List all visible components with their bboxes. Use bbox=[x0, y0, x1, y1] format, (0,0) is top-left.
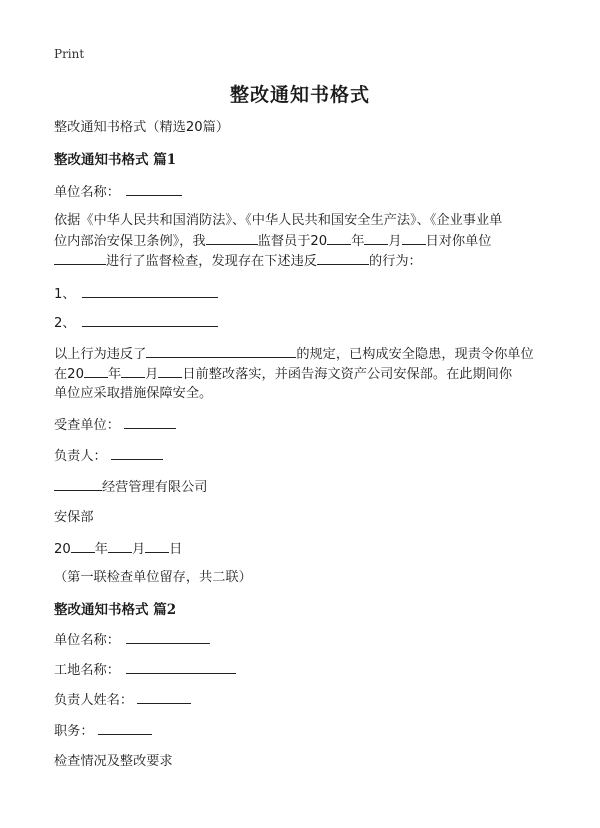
paragraph1-line3: 进行了监督检查，发现存在下述违反 的行为： bbox=[54, 251, 422, 272]
document-subtitle: 整改通知书格式（精选20篇） bbox=[54, 120, 230, 135]
unit-name-row-1 bbox=[54, 182, 182, 203]
inspector-blank bbox=[206, 231, 258, 245]
site-name-row: 工地名称： bbox=[54, 660, 236, 681]
person-in-charge-blank bbox=[111, 446, 163, 460]
unit-name-row-2: 单位名称： bbox=[54, 630, 210, 651]
paragraph2-line2: 在20 年 月 日前整改落实，并函告海文资产公司安保部。在此期间你 bbox=[54, 364, 512, 385]
deadline-day-blank bbox=[158, 364, 182, 378]
inspection-label: 检查情况及整改要求 bbox=[54, 754, 173, 769]
section1-heading: 整改通知书格式 篇1 bbox=[54, 152, 177, 168]
paragraph2-line3: 单位应采取措施保障安全。 bbox=[54, 386, 213, 401]
person-in-charge-row: 负责人： bbox=[54, 446, 163, 467]
paragraph1-line1: 依据《中华人民共和国消防法》、《中华人民共和国安全生产法》、《企业事业单 bbox=[54, 213, 503, 228]
day-blank bbox=[402, 231, 426, 245]
paragraph2-line1: 以上行为违反了 的规定，已构成安全隐患，现责令你单位 bbox=[54, 344, 534, 365]
violation-blank bbox=[317, 251, 369, 265]
item2-blank bbox=[82, 313, 218, 327]
sign-month-blank bbox=[108, 539, 132, 553]
department-row: 安保部 bbox=[54, 510, 94, 525]
sign-year-blank bbox=[71, 539, 95, 553]
unit-name-blank-2 bbox=[126, 630, 210, 644]
sign-day-blank bbox=[145, 539, 169, 553]
unit-blank bbox=[54, 251, 106, 265]
company-blank bbox=[54, 477, 102, 491]
inspected-unit-row: 受查单位： bbox=[54, 415, 176, 436]
person-name-row: 负责人姓名： bbox=[54, 690, 191, 711]
position-blank bbox=[98, 721, 152, 735]
company-row: 经营管理有限公司 bbox=[54, 477, 208, 498]
inspected-unit-blank bbox=[124, 415, 176, 429]
unit-name-label: 单位名称： bbox=[54, 185, 120, 200]
person-name-blank bbox=[137, 690, 191, 704]
position-row: 职务： bbox=[54, 721, 152, 742]
section2-heading: 整改通知书格式 篇2 bbox=[54, 602, 177, 618]
month-blank bbox=[364, 231, 388, 245]
year-blank bbox=[327, 231, 351, 245]
regulation-blank bbox=[146, 344, 296, 358]
paragraph1-line2: 位内部治安保卫条例》，我 监督员于20 年 月 日对你单位 bbox=[54, 231, 492, 252]
document-title: 整改通知书格式 bbox=[229, 84, 370, 106]
copy-note: （第一联检查单位留存，共二联） bbox=[54, 570, 252, 585]
list-item-1: 1、 bbox=[54, 284, 218, 305]
item1-blank bbox=[82, 284, 218, 298]
unit-name-blank bbox=[126, 182, 182, 196]
deadline-year-blank bbox=[84, 364, 108, 378]
site-name-blank bbox=[126, 660, 236, 674]
date-row: 20 年 月 日 bbox=[54, 539, 182, 560]
list-item-2: 2、 bbox=[54, 313, 218, 334]
print-label[interactable]: Print bbox=[54, 47, 85, 61]
deadline-month-blank bbox=[121, 364, 145, 378]
